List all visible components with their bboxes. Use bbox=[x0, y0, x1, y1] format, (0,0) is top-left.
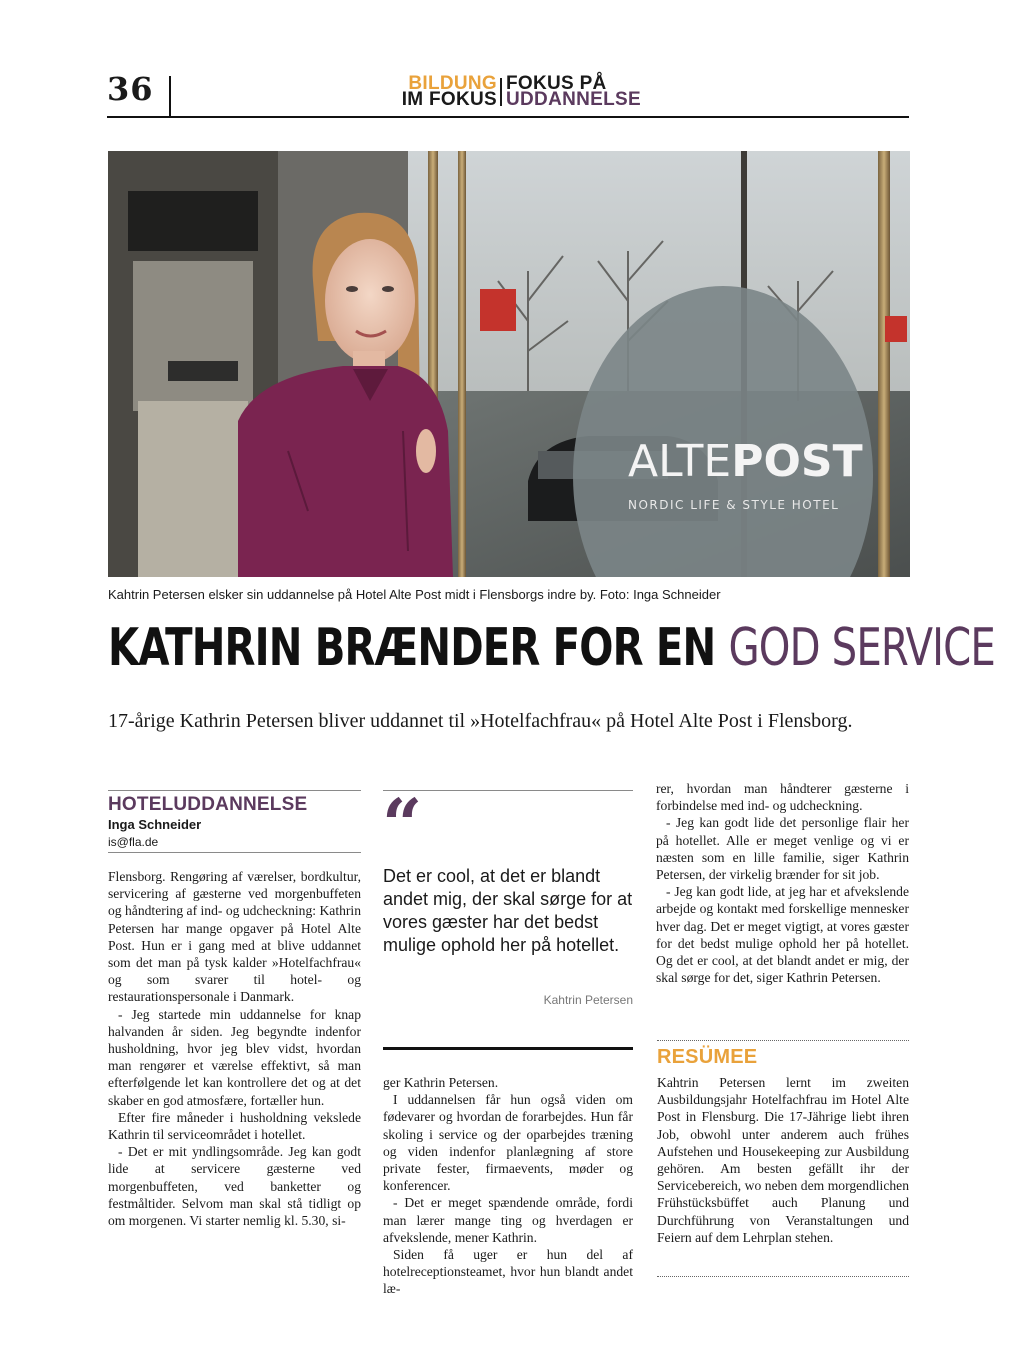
deck-subheading: 17-årige Kathrin Petersen bliver uddannet til »Hotelfachfrau« på Hotel Alte Post i Flensborg. bbox=[108, 710, 853, 732]
resume-title: RESÜMEE bbox=[657, 1046, 758, 1068]
logo-dk-line1: FOKUS PÅ bbox=[506, 73, 607, 94]
sign-subtitle: NORDIC LIFE & STYLE HOTEL bbox=[628, 498, 840, 512]
byline-email[interactable]: is@fla.de bbox=[108, 835, 159, 849]
paragraph: I uddannelsen får hun også viden om fødevarer og hvordan de forarbejdes. Hun får skoling i service og der oparbejdes træning og viden indenfor planlægning af store private fester, firmaevents, møder og konferencer. bbox=[383, 1092, 633, 1194]
paragraph: Efter fire måneder i husholdning vekslede Kathrin til serviceområdet i hotellet. bbox=[108, 1109, 361, 1143]
sign-text: ALTEPOST bbox=[628, 436, 863, 487]
column1-top-rule bbox=[108, 790, 361, 791]
resume-bottom-rule bbox=[657, 1276, 909, 1277]
pull-quote-author: Kahtrin Petersen bbox=[543, 993, 633, 1007]
logo-dk-line2: UDDANNELSE bbox=[506, 89, 641, 110]
paragraph: - Jeg kan godt lide, at jeg har et afvekslende arbejde og kontakt med forskellige mennesker hver dag. Det er meget vigtigt, at vores gæster for det bedst mulige ophold her på hotellet. Og det er cool, at det blandt andet er mig, der skal sørge for det, siger Kathrin Petersen. bbox=[656, 884, 909, 986]
paragraph: Siden få uger er hun del af hotelreceptionsteamet, hvor hun blandt andet læ- bbox=[383, 1247, 633, 1297]
headline-part1: KATHRIN BRÆNDER FOR EN bbox=[108, 618, 716, 678]
header-rule bbox=[107, 116, 909, 118]
paragraph: rer, hvordan man håndterer gæsterne i forbindelse med ind- og udcheckning. bbox=[656, 781, 909, 814]
resume-text: Kahtrin Petersen lernt im zweiten Ausbildungsjahr Hotelfachfrau im Hotel Alte Post in Flensburg. Die 17-Jährige liebt ihren Job, obwohl unter anderem auch frühes Aufstehen und Housekeeping zur Ausbildung gehören. Am besten gefällt ihr der Servicebereich, wo neben dem morgendlichen Frühstücksbüffet auch Planung und Durchführung von Veranstaltungen und Feiern auf dem Lehrplan stehen. bbox=[657, 1075, 909, 1245]
paragraph: - Jeg kan godt lide det personlige flair her på hotellet. Alle er meget venlige og vi er næsten som en lille familie, siger Kathrin Petersen, der virkelig brænder for sit job. bbox=[656, 815, 909, 883]
logo-divider bbox=[500, 78, 502, 106]
headline bbox=[108, 618, 995, 678]
column1-body bbox=[108, 868, 361, 1229]
section-logo bbox=[370, 75, 670, 111]
resume-body bbox=[657, 1074, 909, 1246]
pull-quote-rule bbox=[383, 1047, 633, 1050]
column2-body bbox=[383, 1074, 633, 1298]
resume-top-rule bbox=[657, 1040, 909, 1041]
header-divider bbox=[169, 76, 171, 116]
photo-caption: Kahtrin Petersen elsker sin uddannelse på Hotel Alte Post midt i Flensborgs indre by. Foto: Inga Schneider bbox=[108, 587, 721, 602]
paragraph: - Det er mit yndlingsområde. Jeg kan godt lide at servicere gæsterne ved morgenbuffeten, ved banketter og festmåltider. Selvom man skal stå tidligt op om morgenen. Vi starter nemlig kl. 5.30, si- bbox=[108, 1144, 361, 1229]
logo-de-line1: BILDUNG bbox=[408, 73, 497, 94]
headline-part2: GOD SERVICE bbox=[728, 618, 995, 678]
paragraph: - Jeg startede min uddannelse for knap halvanden år siden. Jeg begyndte indenfor husholdning, hvor jeg blev vidst, hvordan man rengører et værelse effektivt, så man efterfølgende let kan kontrollere det og at det skaber en god atmosfære, fortæller hun. bbox=[108, 1006, 361, 1108]
paragraph: Flensborg. Rengøring af værelser, bordkultur, servicering af gæsterne ved morgenbuffeten og håndtering af ind- og udcheckning: Kathrin Petersen har mange opgaver på Hotel Alte Post. Hun er i gang med at blive uddannet som det man på tysk kalder »Hotelfachfrau« og som svarer til hotel- og restaurationspersonale i Danmark. bbox=[108, 869, 361, 1005]
article-photo bbox=[108, 151, 910, 577]
paragraph: ger Kathrin Petersen. bbox=[383, 1075, 499, 1090]
section-kicker: HOTELUDDANNELSE bbox=[108, 794, 308, 815]
byline-name: Inga Schneider bbox=[108, 817, 202, 832]
paragraph: - Det er meget spændende område, fordi man lærer mange ting og hverdagen er afvekslende, mener Kathrin. bbox=[383, 1195, 633, 1245]
quote-mark-icon: “ bbox=[382, 783, 423, 866]
photo-illustration bbox=[108, 151, 910, 577]
byline-rule bbox=[108, 852, 361, 853]
page-number: 36 bbox=[107, 70, 154, 108]
logo-de-line2: IM FOKUS bbox=[401, 89, 497, 110]
column3-body bbox=[656, 780, 909, 986]
pull-quote: Det er cool, at det er blandt andet mig, der skal sørge for at vores gæster har det bedst mulige ophold her på hotellet. bbox=[383, 866, 633, 955]
